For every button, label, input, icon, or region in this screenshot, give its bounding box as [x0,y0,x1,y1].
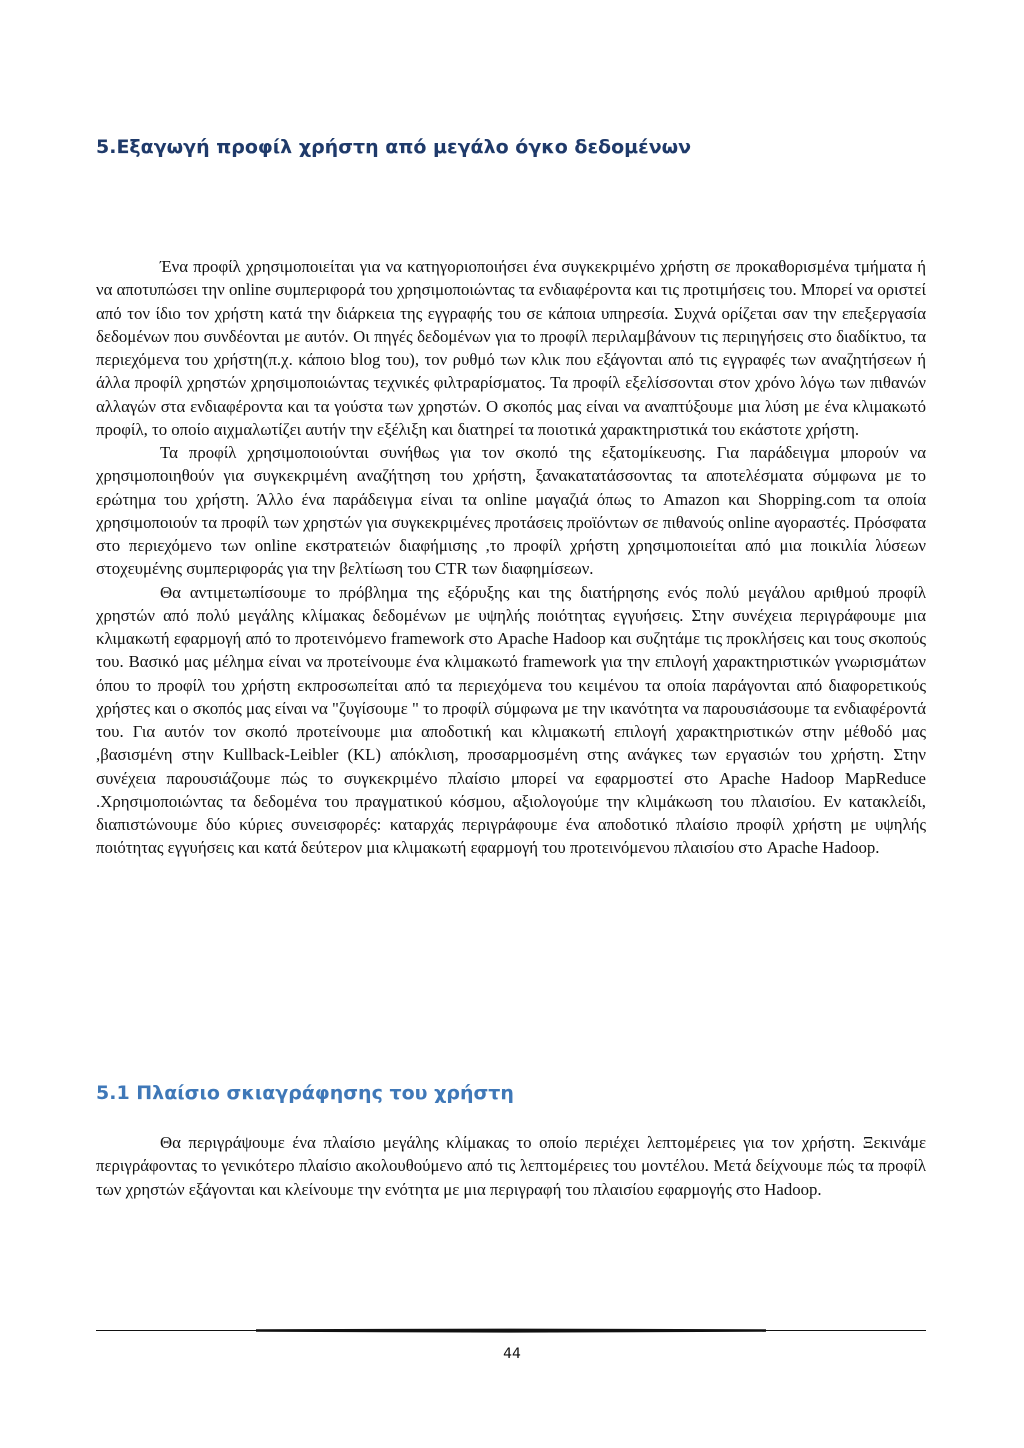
paragraph-profile-uses: Τα προφίλ χρησιμοποιούνται συνήθως για τον σκοπό της εξατομίκευσης. Για παράδειγμα μπορούν να χρησιμοποιηθούν για συγκεκριμένη αναζήτηση του χρήστη, ξανακατατάσσοντας τα αποτελέσματα σύμφωνα με το ερώτημα του χρήστη. Άλλο ένα παράδειγμα είναι τα online μαγαζιά όπως το Amazon και Shopping.com τα οποία χρησιμοποιούν τα προφίλ των χρηστών για συγκεκριμένες προτάσεις προϊόντων σε πιθανούς online αγοραστές. Πρόσφατα στο περιεχόμενο των online εκστρατειών διαφήμισης ,το προφίλ χρήστη χρησιμοποιείται από μια ποικιλία λύσεων στοχευμένης συμπεριφοράς για την βελτίωση του CTR των διαφημίσεων. [96,443,926,579]
footer-rule [96,1328,926,1334]
section-heading: 5.Εξαγωγή προφίλ χρήστη από μεγάλο όγκο δεδομένων [96,136,692,158]
subsection-heading: 5.1 Πλαίσιο σκιαγράφησης του χρήστη [96,1082,514,1104]
subsection-body [96,1131,926,1201]
paragraph-profile-definition: Ένα προφίλ χρησιμοποιείται για να κατηγοριοποιήσει ένα συγκεκριμένο χρήστη σε προκαθορισμένα τμήματα ή να αποτυπώσει την online συμπεριφορά του χρησιμοποιώντας τα ενδιαφέροντα και τις προτιμήσεις του. Μπορεί να οριστεί από τον ίδιο τον χρήστη κατά την διάρκεια της εγγραφής του σε κάποια υπηρεσία. Συχνά ορίζεται σαν την επεξεργασία δεδομένων που συνδέονται με αυτόν. Οι πηγές δεδομένων για το προφίλ περιλαμβάνουν τις περιηγήσεις στο διαδίκτυο, τα περιεχόμενα του χρήστη(π.χ. κάποιο blog του), τον ρυθμό των κλικ που εξάγονται από τις εγγραφές των αναζητήσεων ή άλλα προφίλ χρηστών χρησιμοποιώντας τεχνικές φιλτραρίσματος. Τα προφίλ εξελίσσονται στον χρόνο λόγω των πιθανών αλλαγών στα ενδιαφέροντα και τα γούστα των χρηστών. Ο σκοπός μας είναι να αναπτύξουμε μια λύση με ένα κλιμακωτό προφίλ, το οποίο αιχμαλωτίζει αυτήν την εξέλιξη και διατηρεί τα ποιοτικά χαρακτηριστικά του εκάστοτε χρήστη. [96,257,926,439]
paragraph-problem-statement: Θα αντιμετωπίσουμε το πρόβλημα της εξόρυξης και της διατήρησης ενός πολύ μεγάλου αριθμού προφίλ χρηστών από πολύ μεγάλης κλίμακας δεδομένων με υψηλής ποιότητας εγγυήσεις. Στην συνέχεια περιγράφουμε μια κλιμακωτή εφαρμογή από το προτεινόμενο framework στο Apache Hadoop και συζητάμε τις προκλήσεις και τους σκοπούς του. Βασικό μας μέλημα είναι να προτείνουμε ένα κλιμακωτό framework για την επιλογή χαρακτηριστικών γνωρισμάτων όπου το προφίλ του χρήστη εκπροσωπείται από τα περιεχόμενα του κειμένου τα οποία παράγονται από διαφορετικούς χρήστες και ο σκοπός μας είναι να "ζυγίσουμε " το προφίλ σύμφωνα με την ικανότητα να παρουσιάσουμε τα ενδιαφέροντά του. Για αυτόν τον σκοπό προτείνουμε μια αποδοτική και κλιμακωτή επιλογή χαρακτηριστικών στην μέθοδό μας ,βασισμένη στην Kullback-Leibler (KL) απόκλιση, προσαρμοσμένη στης ανάγκες των εργασιών του χρήστη. Στην συνέχεια παρουσιάζουμε πώς το συγκεκριμένο πλαίσιο μπορεί να εφαρμοστεί στο Apache Hadoop MapReduce .Χρησιμοποιώντας τα δεδομένα του πραγματικού κόσμου, αξιολογούμε την κλιμάκωση του πλαισίου. Εν κατακλείδι, διαπιστώνουμε δύο κύριες συνεισφορές: καταρχάς περιγράφουμε ένα αποδοτικό πλαίσιο προφίλ χρήστη με υψηλής ποιότητας εγγυήσεις και κατά δεύτερον μια κλιμακωτή εφαρμογή του προτεινόμενου πλαισίου στο Apache Hadoop. [96,582,926,858]
paragraph-framework-overview: Θα περιγράψουμε ένα πλαίσιο μεγάλης κλίμακας το οποίο περιέχει λεπτομέρειες για τον χρήστη. Ξεκινάμε περιγράφοντας το γενικότερο πλαίσιο ακολουθούμενο από τις λεπτομέρειες του μοντέλου. Μετά δείχνουμε πώς τα προφίλ των χρηστών εξάγονται και κλείνουμε την ενότητα με μια περιγραφή του πλαισίου εφαρμογής στο Hadoop. [96,1133,926,1199]
page-number: 44 [503,1346,521,1362]
section-body [96,255,926,860]
